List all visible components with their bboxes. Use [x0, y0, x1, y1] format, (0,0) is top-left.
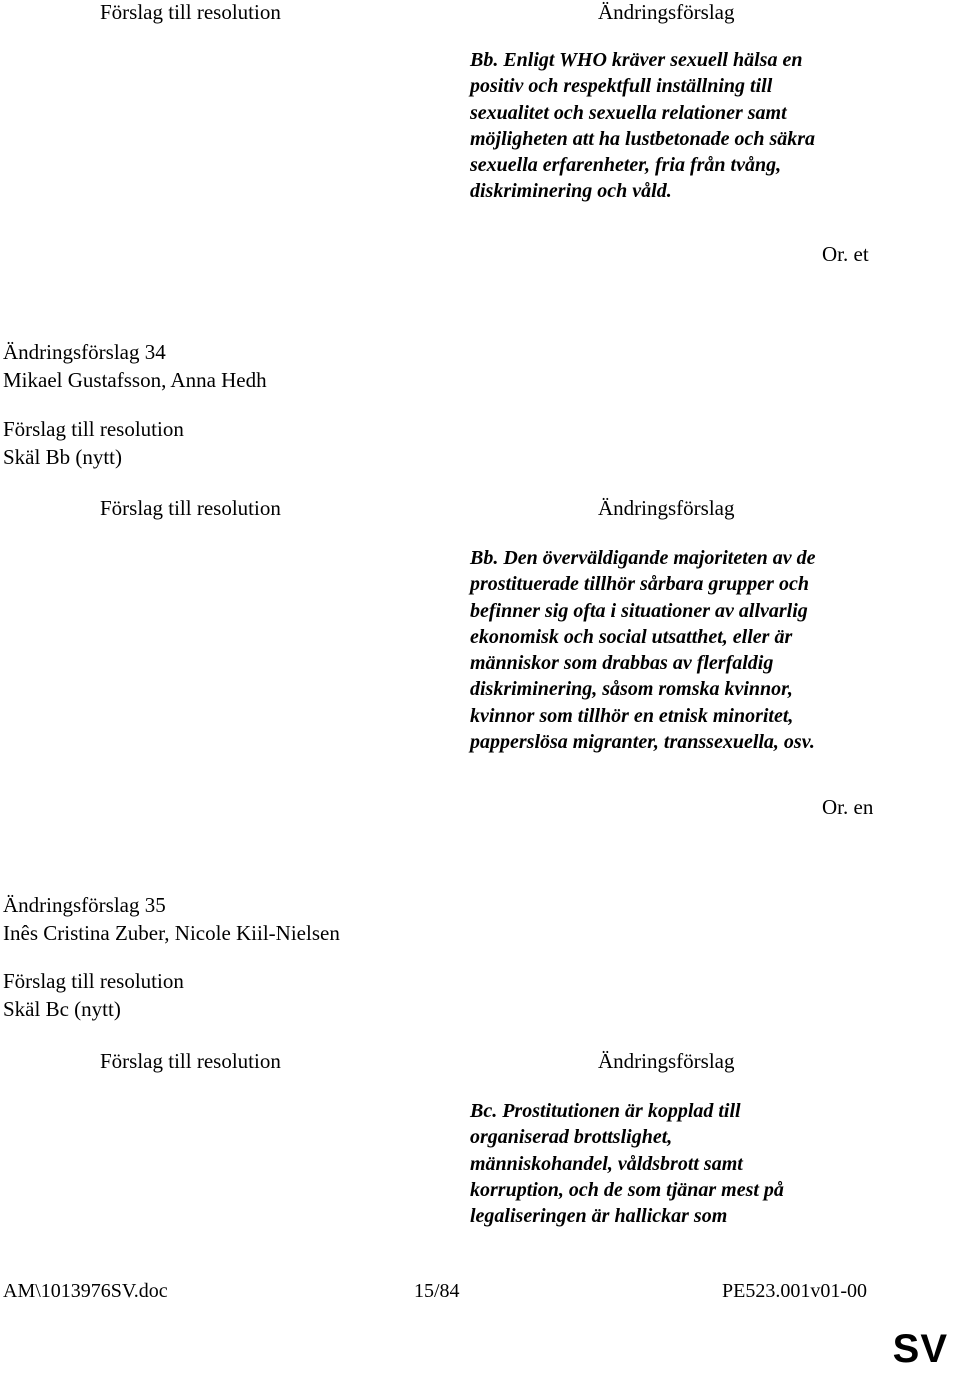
- recital-reference: Skäl Bb (nytt): [3, 445, 122, 469]
- footer-doc-reference: AM\1013976SV.doc: [3, 1280, 168, 1302]
- amendment-text-line: korruption, och de som tjänar mest på: [470, 1178, 784, 1201]
- footer-page-number: 15/84: [414, 1280, 460, 1302]
- amendment-text-line: människor som drabbas av flerfaldig: [470, 652, 774, 675]
- amendment-text-line: sexualitet och sexuella relationer samt: [470, 101, 787, 124]
- amendment-text-line: organiserad brottslighet,: [470, 1126, 673, 1149]
- recital-prefix: Bc.: [470, 1100, 498, 1122]
- column-header-resolution: Förslag till resolution: [100, 1049, 281, 1073]
- amendment-title: Ändringsförslag 35: [3, 893, 166, 917]
- column-header-amendment: Ändringsförslag: [598, 496, 735, 520]
- amendment-text-line: sexuella erfarenheter, fria från tvång,: [470, 154, 782, 177]
- amendment-text-line: kvinnor som tillhör en etnisk minoritet,: [470, 704, 794, 727]
- amendment-text-line: befinner sig ofta i situationer av allvarlig: [470, 599, 808, 622]
- amendment-text-line: legaliseringen är hallickar som: [470, 1205, 728, 1228]
- amendment-text-line: möjligheten att ha lustbetonade och säkra: [470, 127, 816, 150]
- footer-pe-reference: PE523.001v01-00: [722, 1280, 867, 1302]
- amendment-authors: Inês Cristina Zuber, Nicole Kiil-Nielsen: [3, 921, 340, 945]
- column-header-resolution: Förslag till resolution: [100, 0, 281, 24]
- amendment-text-bb-who: [470, 47, 910, 205]
- column-header-amendment: Ändringsförslag: [598, 0, 735, 24]
- recital-prefix: Bb.: [470, 547, 499, 569]
- amendment-text-bb-prostitution: [470, 545, 910, 755]
- column-header-resolution: Förslag till resolution: [100, 496, 281, 520]
- amendment-text-line: Bb. Den överväldigande majoriteten av de: [470, 547, 816, 569]
- recital-reference: Skäl Bc (nytt): [3, 997, 121, 1021]
- original-language: Or. et: [822, 242, 869, 266]
- amendment-text-bc-prostitution: [470, 1098, 910, 1229]
- amendment-text-line: prostituerade tillhör sårbara grupper och: [470, 573, 809, 596]
- amendment-text-line: positiv och respektfull inställning till: [470, 75, 773, 98]
- column-header-amendment: Ändringsförslag: [598, 1049, 735, 1073]
- amendment-title: Ändringsförslag 34: [3, 340, 166, 364]
- amendment-text-line: papperslösa migranter, transsexuella, osv.: [470, 731, 815, 754]
- original-language: Or. en: [822, 795, 874, 819]
- amendment-authors: Mikael Gustafsson, Anna Hedh: [3, 368, 267, 392]
- amendment-text-line: människohandel, våldsbrott samt: [470, 1152, 743, 1175]
- document-type: Förslag till resolution: [3, 969, 184, 993]
- amendment-text-line: ekonomisk och social utsatthet, eller är: [470, 625, 793, 648]
- amendment-text-line: Bc. Prostitutionen är kopplad till: [470, 1100, 741, 1122]
- recital-prefix: Bb.: [470, 49, 499, 71]
- language-mark: SV: [892, 1327, 948, 1371]
- document-type: Förslag till resolution: [3, 417, 184, 441]
- amendment-text-line: diskriminering och våld.: [470, 180, 672, 203]
- amendment-text-line: diskriminering, såsom romska kvinnor,: [470, 678, 793, 701]
- amendment-text-line: Bb. Enligt WHO kräver sexuell hälsa en: [470, 49, 803, 71]
